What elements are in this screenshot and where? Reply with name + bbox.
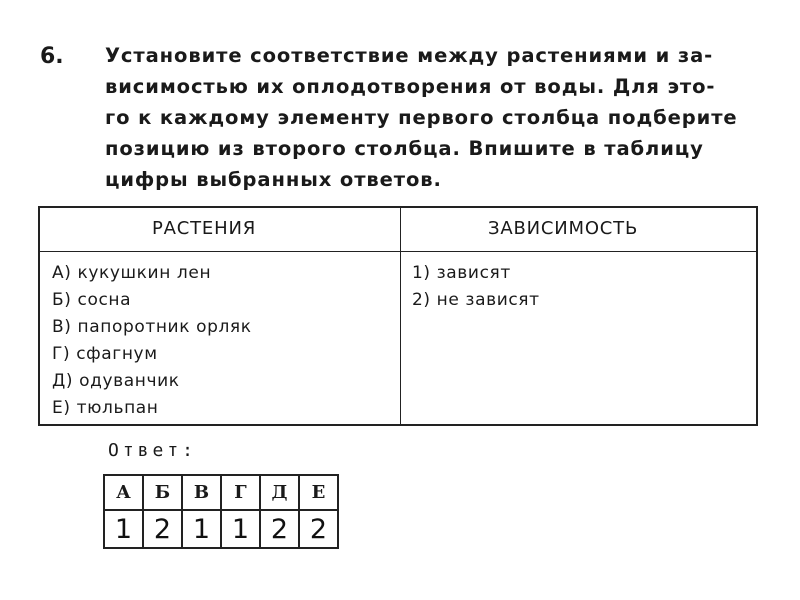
plants-list	[52, 260, 252, 422]
plant-item: А) кукушкин лен	[52, 263, 212, 283]
header-divider	[40, 251, 756, 252]
plant-item: Д) одуванчик	[52, 371, 180, 391]
answer-letter-cell: Г	[221, 475, 260, 510]
answer-grid	[103, 474, 339, 549]
task-text-line: позицию из второго столбца. Впишите в таблицу	[105, 137, 704, 160]
answer-digits-row	[104, 510, 338, 548]
answer-digit-cell[interactable]: 1	[221, 510, 260, 548]
answer-letter-cell: А	[104, 475, 143, 510]
task-number: 6.	[40, 44, 64, 69]
answer-letter-cell: Д	[260, 475, 299, 510]
answer-letter-cell: В	[182, 475, 221, 510]
dependency-column-header: ЗАВИСИМОСТЬ	[488, 218, 639, 239]
plant-item: Г) сфагнум	[52, 344, 158, 364]
answer-digit-cell[interactable]: 2	[143, 510, 182, 548]
task-text-line: висимостью их оплодотворения от воды. Для это-	[105, 75, 716, 98]
answer-digit-cell[interactable]: 2	[299, 510, 338, 548]
task-text-line: цифры выбранных ответов.	[105, 168, 442, 191]
dependency-list	[412, 260, 540, 314]
answer-digit-cell[interactable]: 1	[104, 510, 143, 548]
column-divider	[400, 208, 401, 424]
task-text-line: го к каждому элементу первого столбца подберите	[105, 106, 738, 129]
plant-item: Б) сосна	[52, 290, 132, 310]
plant-item: Е) тюльпан	[52, 398, 159, 418]
matching-table	[38, 206, 758, 426]
dependency-item: 2) не зависят	[412, 290, 540, 310]
plant-item: В) папоротник орляк	[52, 317, 252, 337]
dependency-item: 1) зависят	[412, 263, 511, 283]
task-text	[105, 40, 765, 195]
answer-letters-row	[104, 475, 338, 510]
answer-letter-cell: Б	[143, 475, 182, 510]
answer-digit-cell[interactable]: 2	[260, 510, 299, 548]
answer-label: Ответ:	[108, 440, 198, 461]
plants-column-header: РАСТЕНИЯ	[152, 218, 257, 239]
task-text-line: Установите соответствие между растениями и за-	[105, 44, 714, 67]
answer-letter-cell: Е	[299, 475, 338, 510]
answer-digit-cell[interactable]: 1	[182, 510, 221, 548]
